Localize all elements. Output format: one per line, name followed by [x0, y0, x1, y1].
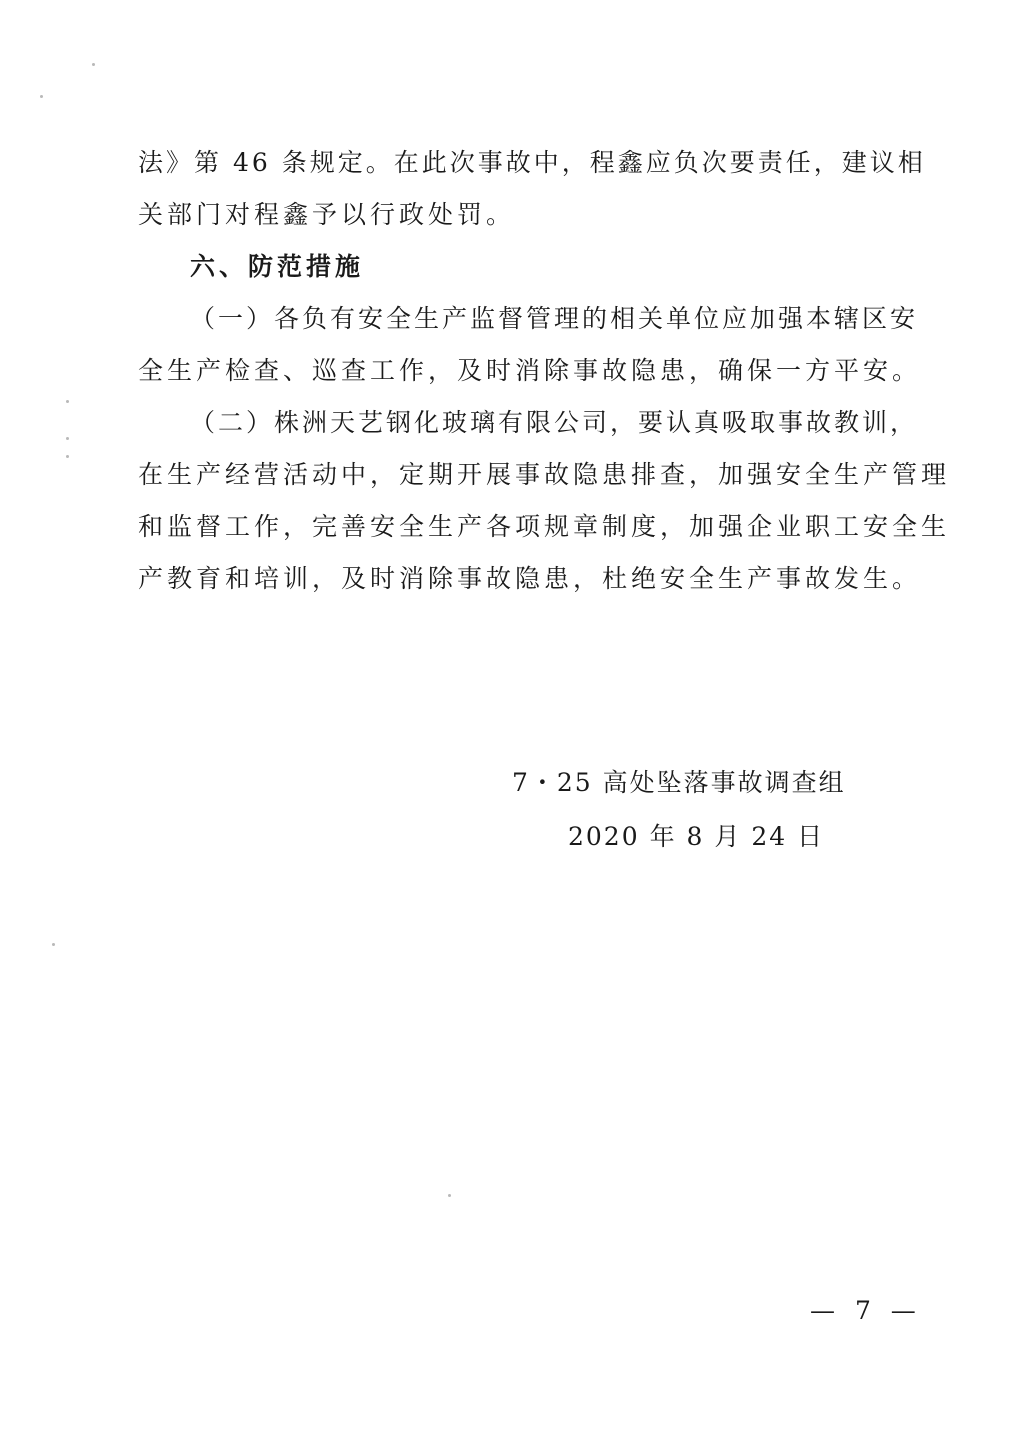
body-line-7: 和监督工作，完善安全生产各项规章制度，加强企业职工安全生: [138, 512, 951, 541]
scan-speck: [92, 63, 95, 66]
section-heading: 六、防范措施: [190, 252, 365, 281]
scan-speck: [40, 95, 43, 98]
scan-speck: [66, 437, 69, 440]
body-line-1: 法》第 46 条规定。在此次事故中，程鑫应负次要责任，建议相: [138, 148, 926, 177]
body-line-8: 产教育和培训，及时消除事故隐患，杜绝安全生产事故发生。: [138, 564, 922, 593]
body-line-2: 关部门对程鑫予以行政处罚。: [138, 200, 516, 229]
scan-speck: [66, 455, 69, 458]
scan-speck: [448, 1194, 451, 1197]
signature-date: 2020 年 8 月 24 日: [568, 822, 825, 851]
scan-speck: [66, 400, 69, 403]
body-line-5: （二）株洲天艺钢化玻璃有限公司，要认真吸取事故教训，: [190, 408, 919, 437]
signature-organization: 7・25 高处坠落事故调查组: [512, 768, 846, 797]
page-number: — 7 —: [810, 1296, 922, 1325]
body-line-4: 全生产检查、巡查工作，及时消除事故隐患，确保一方平安。: [138, 356, 922, 385]
body-line-3: （一）各负有安全生产监督管理的相关单位应加强本辖区安: [190, 304, 919, 333]
scan-speck: [52, 943, 55, 946]
body-line-6: 在生产经营活动中，定期开展事故隐患排查，加强安全生产管理: [138, 460, 951, 489]
